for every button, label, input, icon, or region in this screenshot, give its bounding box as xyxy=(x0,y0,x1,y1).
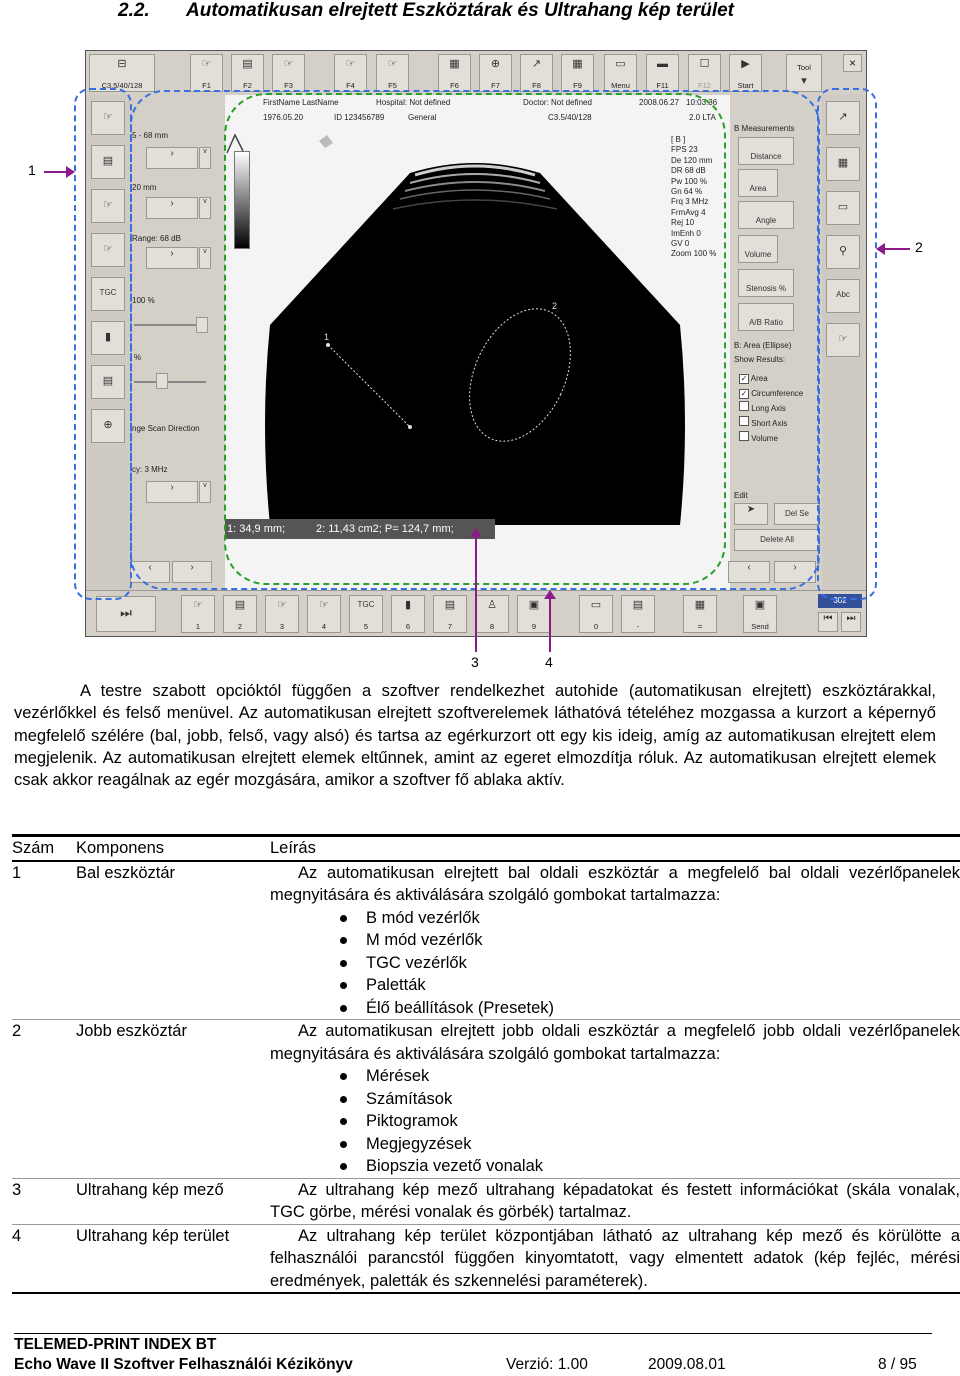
bottom-button-6[interactable] xyxy=(391,595,425,633)
row-num: 4 xyxy=(12,1224,76,1293)
delete-selected-label: Del Se xyxy=(784,509,809,518)
probe-label: C3.5/40/128 xyxy=(101,81,143,90)
section-title: Automatikusan elrejtett Eszköztárak és Ultrahang kép terület xyxy=(186,0,734,21)
footer-company: TELEMED-PRINT INDEX BT xyxy=(14,1336,217,1353)
f3-icon: ☞ xyxy=(283,58,294,70)
left-next-button[interactable]: › xyxy=(172,561,212,583)
calculator-icon: ▦ xyxy=(837,157,849,169)
intro-text: A testre szabott opcióktól függően a szoftver rendelkezhet autohide (automatikusan elrejtett) eszköztárakkal, vezérlőkkel és felső menüvel. Az automatikusan elrejtett szoftverelemek láthatóvá tételéhez mozgassa a kurzort a képernyő megfelelő szélére (bal, jobb, felső, vagy alsó) és tartsa az egérkurzort ott egy kis ideig, amíg az automatikusan elrejtett elem megjelenik. Az automatikusan elrejtett elemek eltűnnek, amint az egeret elmozdítja róluk. Az automatikusan elrejtett elemek csak akkor reagálnak az egér mozgására, amikor a szoftver fő ablaka aktív. xyxy=(14,682,936,790)
save-icon: ▣ xyxy=(528,599,540,611)
checkbox-short-axis-label: Short Axis xyxy=(751,419,788,428)
f11-icon: ▬ xyxy=(657,58,668,70)
arrow-head-icon xyxy=(544,590,556,599)
measurement-1-result: 1: 34,9 mm; xyxy=(227,523,286,535)
f11-button[interactable] xyxy=(646,54,679,92)
tool-button[interactable] xyxy=(786,54,822,92)
f7-icon: ⊕ xyxy=(490,58,501,70)
f11-label: F11 xyxy=(656,81,669,90)
header-num: Szám xyxy=(12,836,76,861)
close-button[interactable] xyxy=(843,54,862,72)
left-toolbar-outline xyxy=(74,88,132,600)
list-item: Élő beállítások (Presetek) xyxy=(366,997,960,1020)
row-num: 2 xyxy=(12,1020,76,1179)
area-label: Area xyxy=(749,184,767,193)
tgc-icon: TGC xyxy=(99,288,117,297)
check-icon: ✓ xyxy=(740,374,748,383)
bottom-button-9[interactable] xyxy=(517,595,551,633)
list-item: Piktogramok xyxy=(366,1110,960,1133)
next-frame-button[interactable] xyxy=(841,612,861,632)
depth-dropdown[interactable]: v xyxy=(199,147,211,169)
volume-label: Volume xyxy=(744,250,772,259)
image-field-outline xyxy=(224,93,726,585)
row-component: Jobb eszköztár xyxy=(76,1020,270,1179)
param-frame-avg: FrmAvg 4 xyxy=(671,207,706,217)
skip-forward-icon: ⏭ xyxy=(846,613,856,624)
frame-counter: 302 xyxy=(818,594,862,608)
probe-button[interactable] xyxy=(89,54,155,92)
bottom-label-1: 1 xyxy=(195,622,201,631)
param-gain: Gn 64 % xyxy=(671,187,703,197)
marker-3-arrow xyxy=(475,534,477,652)
f7-label: F7 xyxy=(491,81,500,90)
header-component: Komponens xyxy=(76,836,270,861)
f3-label: F3 xyxy=(284,81,293,90)
list-item: TGC vezérlők xyxy=(366,952,960,975)
f5-button[interactable] xyxy=(376,54,409,92)
bottom-button-3[interactable] xyxy=(265,595,299,633)
prev-frame-button[interactable] xyxy=(818,612,838,632)
bottom-label-0: 0 xyxy=(593,622,599,631)
bottom-button-4[interactable] xyxy=(307,595,341,633)
bottom-label-minus: - xyxy=(636,622,640,631)
param-dr: DR 68 dB xyxy=(671,166,706,176)
param-mode: [ B ] xyxy=(671,135,686,144)
presets-icon: ▤ xyxy=(444,599,456,611)
bottom-label-7: 7 xyxy=(447,622,453,631)
bottom-button-1[interactable] xyxy=(181,595,215,633)
bottom-button-0[interactable] xyxy=(579,595,613,633)
range-next-button[interactable]: › xyxy=(146,247,198,269)
checkbox-volume-label: Volume xyxy=(751,434,778,443)
footer-date: 2009.08.01 xyxy=(648,1356,726,1373)
tool-icon: ▾ xyxy=(801,75,807,87)
table-header-row xyxy=(12,836,960,861)
f6-button[interactable] xyxy=(438,54,471,92)
cursor-icon: ➤ xyxy=(746,504,756,515)
scan-direction-label: nge Scan Direction xyxy=(132,424,200,433)
left-prev-button[interactable]: ‹ xyxy=(130,561,170,583)
row-num: 1 xyxy=(12,861,76,1020)
param-zoom: Zoom 100 % xyxy=(671,249,717,259)
annotation-icon: Abc xyxy=(836,290,850,299)
list-item: Számítások xyxy=(366,1088,960,1111)
list-item: Mérések xyxy=(366,1065,960,1088)
presets-icon: ▤ xyxy=(102,375,114,387)
f1-button[interactable] xyxy=(190,54,223,92)
bullet-list xyxy=(270,907,960,1020)
exam-date: 2008.06.27 xyxy=(639,98,680,107)
body-icon: ⚲ xyxy=(838,245,848,257)
palette-icon: ▮ xyxy=(404,599,412,611)
tool-label: Tool xyxy=(797,63,811,72)
list-item: M mód vezérlők xyxy=(366,929,960,952)
list-item: Biopszia vezető vonalak xyxy=(366,1155,960,1178)
list-item: Paletták xyxy=(366,974,960,997)
hand-icon: ☞ xyxy=(277,599,287,611)
mmode-icon: ▤ xyxy=(102,155,114,167)
row-description: Az automatikusan elrejtett bal oldali eszköztár a megfelelő bal oldali vezérlőpanelek megnyitására és aktiválására szolgáló gombokat tartalmazza: xyxy=(270,863,960,904)
f4-button[interactable] xyxy=(334,54,367,92)
marker-1: 1 xyxy=(28,162,36,178)
marker-3: 3 xyxy=(471,654,479,670)
list-item: Megjegyzések xyxy=(366,1133,960,1156)
f1-label: F1 xyxy=(202,81,211,90)
hand-icon: ☞ xyxy=(103,243,113,255)
angle-label: Angle xyxy=(755,216,777,225)
param-gv: GV 0 xyxy=(671,239,690,249)
menu-label: Menu xyxy=(611,81,630,90)
table-row xyxy=(12,861,960,1020)
bottom-label-3: 3 xyxy=(279,622,285,631)
bottom-button-2[interactable] xyxy=(223,595,257,633)
section-heading xyxy=(118,0,734,22)
row-num: 3 xyxy=(12,1178,76,1224)
stenosis-label: Stenosis % xyxy=(745,284,787,293)
hospital-info: Hospital: Not defined xyxy=(376,98,451,107)
hand-icon: ☞ xyxy=(193,599,203,611)
show-results-label: Show Results: xyxy=(734,355,786,364)
table-row xyxy=(12,1020,960,1179)
f2-button[interactable] xyxy=(231,54,264,92)
f8-button[interactable] xyxy=(520,54,553,92)
measurements-title: B Measurements xyxy=(734,124,795,133)
arrow-head-icon xyxy=(470,528,482,537)
footer-rule xyxy=(14,1333,932,1334)
hand-icon: ☞ xyxy=(103,199,113,211)
section-number: 2.2. xyxy=(118,0,150,21)
menu-icon: ▭ xyxy=(615,58,626,70)
f4-label: F4 xyxy=(346,81,355,90)
menu-button[interactable] xyxy=(604,54,637,92)
f6-label: F6 xyxy=(450,81,459,90)
freeze-button[interactable] xyxy=(96,596,156,632)
patient-id: ID 123456789 xyxy=(334,113,385,122)
skip-back-icon: ⏮ xyxy=(823,613,833,624)
footer-manual: Echo Wave II Szoftver Felhasználói Kézikönyv xyxy=(14,1356,353,1373)
depth2-label: 20 mm xyxy=(132,183,157,192)
send-button[interactable] xyxy=(743,595,777,633)
bottom-label-5: 5 xyxy=(363,622,369,631)
edit-label: Edit xyxy=(734,491,748,500)
checkbox-long-axis-label: Long Axis xyxy=(751,404,786,413)
f2-label: F2 xyxy=(243,81,252,90)
bottom-label-9: 9 xyxy=(531,622,537,631)
depth-next-button[interactable]: › xyxy=(146,147,198,169)
send-icon: ▣ xyxy=(754,599,766,611)
exam-time: 10:03:36 xyxy=(686,98,718,107)
mmode-icon: ▤ xyxy=(234,599,246,611)
list-item: B mód vezérlők xyxy=(366,907,960,930)
bottom-button-7[interactable] xyxy=(433,595,467,633)
gain-label: 100 % xyxy=(132,296,155,305)
probe-info: C3.5/40/128 xyxy=(548,113,592,122)
param-fps: FPS 23 xyxy=(671,145,698,155)
network-icon: ▦ xyxy=(694,599,706,611)
f3-button[interactable] xyxy=(272,54,305,92)
arrow-head-icon xyxy=(876,243,885,255)
header-description: Leírás xyxy=(270,836,960,861)
row-component: Bal eszköztár xyxy=(76,861,270,1020)
hand-icon: ☞ xyxy=(319,599,329,611)
point-label-1: 1 xyxy=(324,332,330,342)
range-dropdown[interactable]: v xyxy=(199,247,211,269)
right-toolbar-outline xyxy=(817,88,877,600)
f12-label: F12 xyxy=(698,81,711,90)
right-next-button[interactable]: › xyxy=(774,561,816,583)
f12-button[interactable] xyxy=(688,54,721,92)
pictogram-icon: ▭ xyxy=(837,201,849,213)
patient-name: FirstName LastName xyxy=(263,98,339,107)
patient-dob: 1976.05.20 xyxy=(263,113,304,122)
f4-icon: ☞ xyxy=(345,58,356,70)
row-description: Az automatikusan elrejtett jobb oldali eszköztár a megfelelő jobb oldali vezérlőpanelek megnyitására és aktiválására szolgáló gombokat tartalmazza: xyxy=(270,1022,960,1063)
close-icon: × xyxy=(848,56,856,70)
param-power: Pw 100 % xyxy=(671,176,708,186)
f9-button[interactable] xyxy=(561,54,594,92)
marker-4: 4 xyxy=(545,654,553,670)
marker-4-arrow xyxy=(549,596,551,652)
play-pause-icon: ⏭ xyxy=(120,605,132,620)
bottom-label-2: 2 xyxy=(237,622,243,631)
f9-icon: ▦ xyxy=(572,58,583,70)
f12-icon: ☐ xyxy=(699,58,710,70)
f2-icon: ▤ xyxy=(242,58,253,70)
doctor-info: Doctor: Not defined xyxy=(523,98,592,107)
footer-page: 8 / 95 xyxy=(878,1356,917,1373)
tgc-icon: TGC xyxy=(357,600,375,609)
marker-2: 2 xyxy=(915,239,923,255)
start-button[interactable] xyxy=(729,54,762,92)
bottom-button-minus[interactable] xyxy=(621,595,655,633)
table-row xyxy=(12,1178,960,1224)
location-info: 2.0 LTA xyxy=(689,113,716,122)
bmode-icon: ☞ xyxy=(103,111,113,123)
param-reject: Rej 10 xyxy=(671,218,695,228)
depth-label: 5 - 68 mm xyxy=(132,131,169,140)
arrow-head-icon xyxy=(66,166,75,178)
bottom-label-8: 8 xyxy=(489,622,495,631)
bottom-label-4: 4 xyxy=(321,622,327,631)
right-prev-button[interactable]: ‹ xyxy=(728,561,770,583)
f5-label: F5 xyxy=(388,81,397,90)
distance-label: Distance xyxy=(750,152,782,161)
percent-label: % xyxy=(134,353,142,362)
row-description: Az ultrahang kép mező ultrahang képadatokat és festett információkat (skála vonalak, TGC görbe, mérési vonalak és görbék) tartalmaz. xyxy=(270,1180,960,1221)
param-frequency: Frq 3 MHz xyxy=(671,197,709,207)
folder-icon: ▭ xyxy=(590,599,602,611)
frequency-label: cy: 3 MHz xyxy=(132,465,168,474)
send-label: Send xyxy=(751,622,769,631)
measurement-2-result: 2: 11,43 cm2; P= 124,7 mm; xyxy=(316,523,454,535)
point-label-2: 2 xyxy=(552,301,558,311)
biopsy-icon: ☞ xyxy=(838,333,848,345)
bottom-label-equals: = xyxy=(697,622,703,631)
f8-label: F8 xyxy=(532,81,541,90)
f7-button[interactable] xyxy=(479,54,512,92)
zoom-icon: ⊕ xyxy=(103,419,113,431)
f8-icon: ↗ xyxy=(531,58,542,70)
depth2-next-button[interactable]: › xyxy=(146,197,198,219)
param-image-enhance: ImEnh 0 xyxy=(671,228,701,238)
area-mode-label: B: Area (Ellipse) xyxy=(734,341,792,350)
depth2-dropdown[interactable]: v xyxy=(199,197,211,219)
table-row xyxy=(12,1224,960,1293)
check-icon: ✓ xyxy=(740,389,748,398)
preset-name: General xyxy=(408,113,437,122)
start-icon: ▶ xyxy=(741,58,750,70)
row-component: Ultrahang kép mező xyxy=(76,1178,270,1224)
frequency-next-button[interactable]: › xyxy=(146,481,198,503)
f6-icon: ▦ xyxy=(449,58,460,70)
ab-ratio-label: A/B Ratio xyxy=(749,318,783,327)
param-depth: De 120 mm xyxy=(671,155,713,165)
bottom-button-8[interactable] xyxy=(475,595,509,633)
bottom-button-equals[interactable] xyxy=(683,595,717,633)
bottom-label-6: 6 xyxy=(405,622,411,631)
f5-icon: ☞ xyxy=(387,58,398,70)
intro-paragraph xyxy=(14,680,936,791)
checkbox-area-label: Area xyxy=(750,374,768,383)
frequency-dropdown[interactable]: v xyxy=(199,481,211,503)
row-component: Ultrahang kép terület xyxy=(76,1224,270,1293)
checkbox-circumference-label: Circumference xyxy=(751,389,804,398)
bullet-list xyxy=(270,1065,960,1178)
footer-version: Verzió: 1.00 xyxy=(506,1356,588,1373)
delete-all-label: Delete All xyxy=(760,535,794,544)
person-icon: ♙ xyxy=(487,599,497,611)
measure-icon: ↗ xyxy=(838,111,848,123)
range-label: Range: 68 dB xyxy=(132,234,181,243)
print-icon: ▤ xyxy=(632,599,644,611)
palette-icon: ▮ xyxy=(104,331,112,343)
bottom-button-5[interactable] xyxy=(349,595,383,633)
f9-label: F9 xyxy=(573,81,582,90)
f1-icon: ☞ xyxy=(201,58,212,70)
row-description: Az ultrahang kép terület központjában látható az ultrahang kép mező és körülötte a felhasználói parancstól függően kinyomtatott, vagy elmentett adatok (kép fejléc, mérési eredmények, paletták és szkennelési paraméterek). xyxy=(270,1226,960,1290)
start-label: Start xyxy=(737,81,754,90)
probe-icon: ⊟ xyxy=(117,58,127,70)
components-table xyxy=(12,834,960,1294)
